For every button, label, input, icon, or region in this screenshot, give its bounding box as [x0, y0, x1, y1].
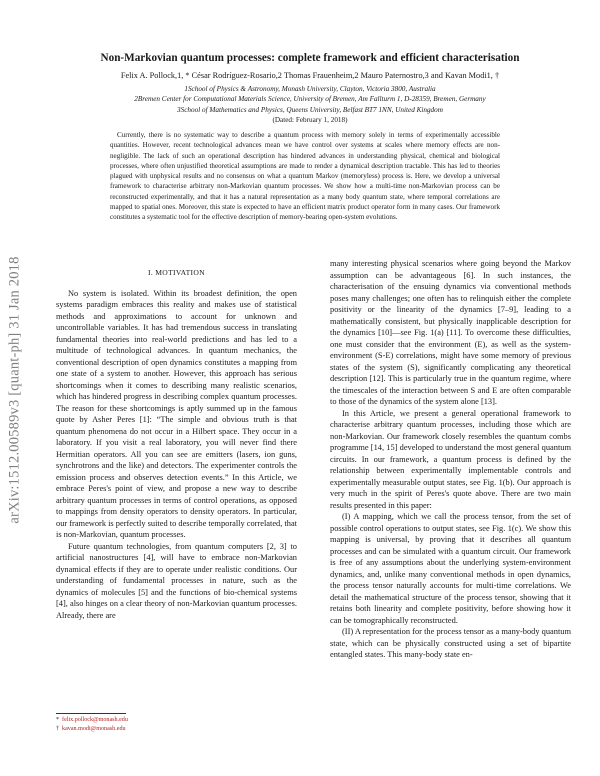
- paper-title: Non-Markovian quantum processes: complete framework and efficient characterisation: [100, 52, 520, 64]
- affiliation-2: 2Bremen Center for Computational Materials Science, University of Bremen, Am Fallturm 1, D-28359, Bremen, Germany: [134, 95, 486, 104]
- footnote-email-link[interactable]: felix.pollock@monash.edu: [62, 717, 128, 723]
- footnote-1: [56, 716, 128, 725]
- right-paragraph-3: (I) A mapping, which we call the process tensor, from the set of possible control operations to output states, see Fig. 1(c). We show this mapping is universal, by proving that it describes all quantum processes and can be simulated with a quantum circuit. Our framework is free of any assumptions about the underlying system-environment dynamics, and, unlike many conventional methods in open dynamics, the process tensor naturally accounts for multi-time correlations. We detail the mathematical structure of the process tensor, showing that it retains both linearity and complete positivity, before showing how it can be tomographically reconstructed.: [330, 512, 571, 625]
- affiliations: [40, 84, 580, 126]
- footnote-2: [56, 725, 128, 734]
- abstract-text: Currently, there is no systematic way to describe a quantum process with memory solely in terms of experimentally accessible quantities. However, recent technological advances mean we have control over systems at scales where memory effects are non-negligible. The lack of such an operational description has hindered advances in understanding physical, chemical and biological processes, where often unjustified theoretical assumptions are made to render a dynamical description tractable. This has led to theories plagued with unphysical results and no consensus on what a quantum Markov (memoryless) process is. Here, we develop a universal framework to characterise arbitrary non-Markovian quantum processes. We show how a multi-time non-Markovian process can be reconstructed experimentally, and that it has a natural representation as a many body quantum state, where temporal correlations are mapped to spatial ones. Moreover, this state is expected to have an efficient matrix product operator form in many cases. Our framework constitutes a systematic tool for the effective description of memory-bearing open-system evolutions.: [110, 131, 500, 222]
- affiliation-3: 3School of Mathematics and Physics, Queens University, Belfast BT7 1NN, United Kingdom: [177, 105, 443, 114]
- right-column: [330, 258, 571, 661]
- right-paragraph-4: (II) A representation for the process tensor as a many-body quantum state, which can be physically constructed using a set of bipartite entangled states. This many-body state en-: [330, 627, 571, 659]
- abstract: [110, 130, 500, 223]
- footnote-email-link[interactable]: kavan.modi@monash.edu: [62, 725, 126, 732]
- arxiv-identifier-stamp: [4, 210, 26, 570]
- arxiv-identifier-text: arXiv:1512.00589v3 [quant-ph] 31 Jan 2018: [6, 256, 23, 524]
- left-paragraph-1: No system is isolated. Within its broadest definition, the open systems paradigm embraces this reality and makes use of statistical methods and approximations to account for unknown and uncontrollable variables. It has had tremendous success in translating fundamental theories into real-world predictions and has led to a multitude of technological advances. In quantum mechanics, the conventional description of open dynamics constitutes a mapping from one state of a system to another. However, this approach has serious shortcomings when it comes to describing many realistic scenarios, which has hindered progress in describing complex quantum processes. The reason for these shortcomings is aptly summed up in the famous quote by Asher Peres [1]: “The simple and obvious truth is that quantum phenomena do not occur in a Hilbert space. They occur in a laboratory. If you visit a real laboratory, you will never find there Hermitian operators. All you can see are emitters (lasers, ion guns, synchrotrons and the like) and detectors. The experimenter controls the emission process and observes detection events.” In this Article, we embrace Peres's point of view, and propose a new way to describe arbitrary quantum processes in terms of control operations, as opposed to mappings from density operators to density operators. In particular, our framework is perfectly suited to describe temporally correlated, that is non-Markovian, quantum processes.: [56, 288, 297, 539]
- left-column: [56, 260, 297, 621]
- left-paragraph-2: Future quantum technologies, from quantum computers [2, 3] to artificial nanostructures [4], will have to embrace non-Markovian dynamical effects if they are to operate under realistic conditions. Our understanding of fundamental processes in nature, such as the dynamics of molecules [5] and the functions of bio-chemical systems [4], also hinges on a clear theory of non-Markovian quantum processes. Already, there are: [56, 541, 297, 620]
- footnote-symbol: †: [56, 725, 60, 732]
- section-heading: I. MOTIVATION: [148, 268, 205, 277]
- right-paragraph-2: In this Article, we present a general operational framework to characterise arbitrary quantum processes, including those which are non-Markovian. Our framework closely resembles the quantum combs programme [14, 15] developed to understand the most general quantum circuits. In our framework, a quantum process is defined by the relationship between experimentally implementable controls and experimentally measurable output states, see Fig. 1(b). Our approach is very much in the spirit of Peres's quote above. There are two main results presented in this paper:: [330, 408, 571, 510]
- dated-line: (Dated: February 1, 2018): [272, 116, 348, 125]
- affiliation-1: 1School of Physics & Astronomy, Monash University, Clayton, Victoria 3800, Australia: [184, 85, 436, 93]
- right-paragraph-1: many interesting physical scenarios where going beyond the Markov assumption can be advantageous [6]. In such instances, the characterisation of the ensuing dynamics via conventional methods poses many challenges; one often has to relinquish either the complete positivity or the linearity of the dynamics [7–9], leading to a mathematically consistent, but physically inapplicable description for the dynamics [10]—see Fig. 1(a) [11]. To overcome these difficulties, one must consider that the environment (E), as well as the system-environment (S-E) correlations, might have some memory of previous states of the system (S), significantly complicating any theoretical description [12]. This is particularly true in the quantum regime, where the timescales of the interaction between S and E are often comparable to those of the dynamics of the system alone [13].: [330, 259, 571, 406]
- footnote-symbol: *: [56, 717, 60, 723]
- author-list: Felix A. Pollock,1, * César Rodríguez-Rosario,2 Thomas Frauenheim,2 Mauro Paternostro,3 and Kavan Modi1, †: [120, 71, 500, 80]
- footnotes: [56, 716, 128, 733]
- footnote-divider: [56, 713, 126, 714]
